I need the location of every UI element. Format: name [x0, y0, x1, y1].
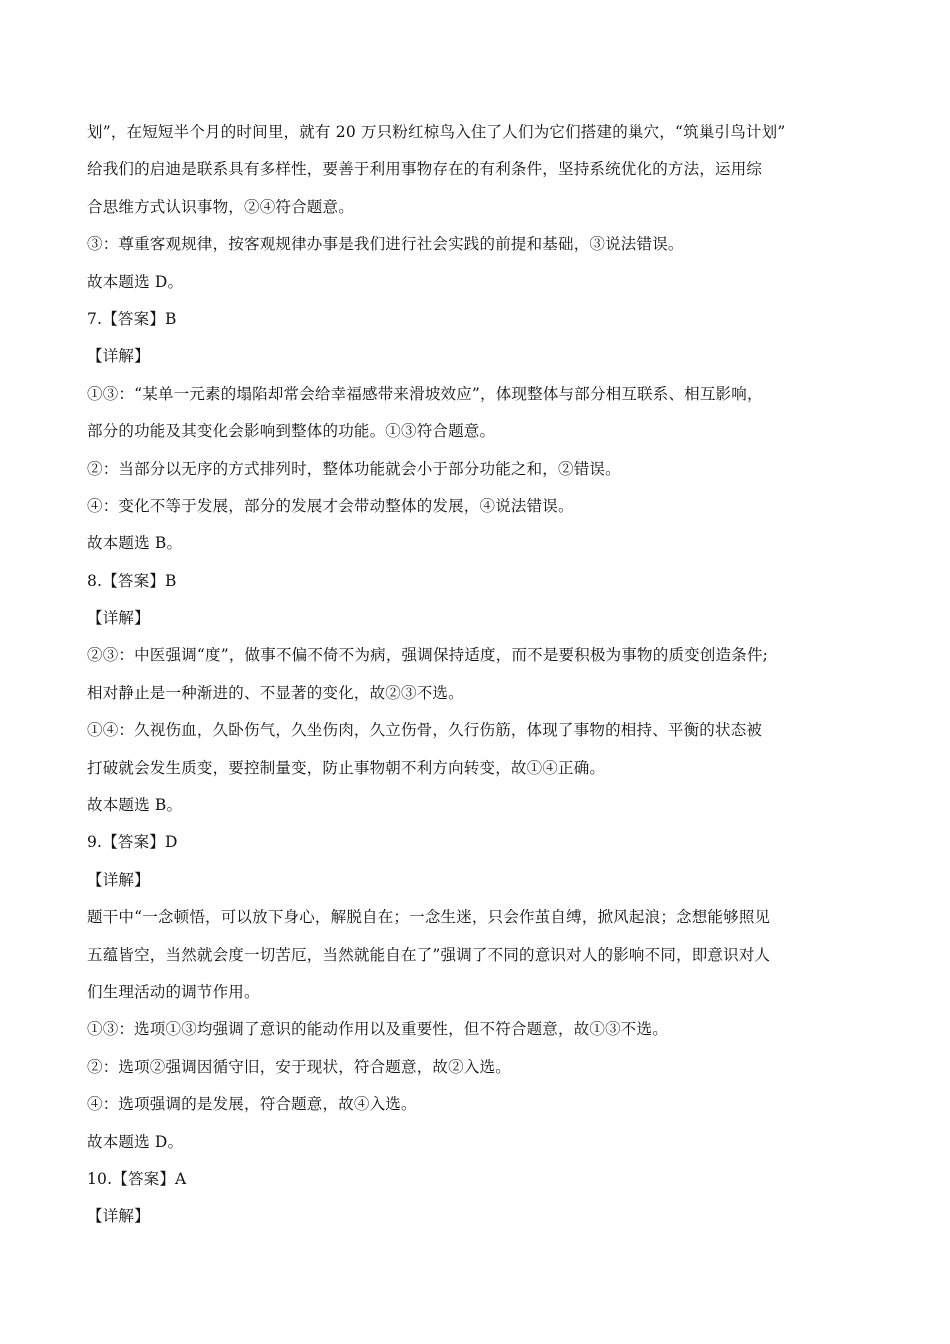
- text-line: 五蕴皆空，当然就会度一切苦厄，当然就能自在了”强调了不同的意识对人的影响不同，即意识对人: [87, 945, 771, 964]
- conclusion-line: 故本题选 B。: [87, 534, 183, 553]
- conclusion-line: 故本题选 B。: [87, 796, 183, 815]
- text-line: 相对静止是一种渐进的、不显著的变化，故②③不选。: [87, 683, 464, 702]
- explanation-heading: 【详解】: [87, 609, 150, 628]
- text-line: 打破就会发生质变，要控制量变，防止事物朝不利方向转变，故①④正确。: [87, 758, 606, 777]
- text-line: ③：尊重客观规律，按客观规律办事是我们进行社会实践的前提和基础，③说法错误。: [87, 235, 684, 254]
- text-line: ①③：选项①③均强调了意识的能动作用以及重要性，但不符合题意，故①③不选。: [87, 1020, 668, 1039]
- explanation-heading: 【详解】: [87, 870, 150, 889]
- conclusion-line: 故本题选 D。: [87, 1132, 184, 1151]
- explanation-heading: 【详解】: [87, 1207, 150, 1226]
- explanation-heading: 【详解】: [87, 347, 150, 366]
- answer-heading-8: 8.【答案】B: [87, 571, 177, 590]
- text-line: 给我们的启迪是联系具有多样性，要善于利用事物存在的有利条件，坚持系统优化的方法，运用综: [87, 160, 763, 179]
- text-line: ②：当部分以无序的方式排列时，整体功能就会小于部分功能之和，②错误。: [87, 459, 621, 478]
- answer-heading-10: 10.【答案】A: [87, 1169, 187, 1188]
- text-line: ④：选项强调的是发展，符合题意，故④入选。: [87, 1095, 417, 1114]
- text-line: 部分的功能及其变化会影响到整体的功能。①③符合题意。: [87, 422, 496, 441]
- text-line: ①④：久视伤血，久卧伤气，久坐伤肉，久立伤骨，久行伤筋，体现了事物的相持、平衡的状态被: [87, 721, 763, 740]
- text-line: ②③：中医强调“度”，做事不偏不倚不为病，强调保持适度，而不是要积极为事物的质变创造条件;: [87, 646, 769, 665]
- document-body: [87, 114, 877, 1236]
- text-line: 题干中“一念顿悟，可以放下身心，解脱自在；一念生迷，只会作茧自缚，掀风起浪；念想能够照见: [87, 908, 771, 927]
- answer-heading-7: 7.【答案】B: [87, 309, 177, 328]
- text-line: 划”，在短短半个月的时间里，就有 20 万只粉红椋鸟入住了人们为它们搭建的巢穴，“筑巢引鸟计划”: [87, 123, 786, 141]
- conclusion-line: 故本题选 D。: [87, 272, 184, 291]
- answer-heading-9: 9.【答案】D: [87, 833, 178, 852]
- text-line: ①③：“某单一元素的塌陷却常会给幸福感带来滑坡效应”，体现整体与部分相互联系、相互影响，: [87, 384, 763, 403]
- text-line: 们生理活动的调节作用。: [87, 982, 260, 1001]
- text-line: ④：变化不等于发展，部分的发展才会带动整体的发展，④说法错误。: [87, 496, 574, 515]
- text-line: ②：选项②强调因循守旧，安于现状，符合题意，故②入选。: [87, 1057, 511, 1076]
- text-line: 合思维方式认识事物，②④符合题意。: [87, 197, 354, 216]
